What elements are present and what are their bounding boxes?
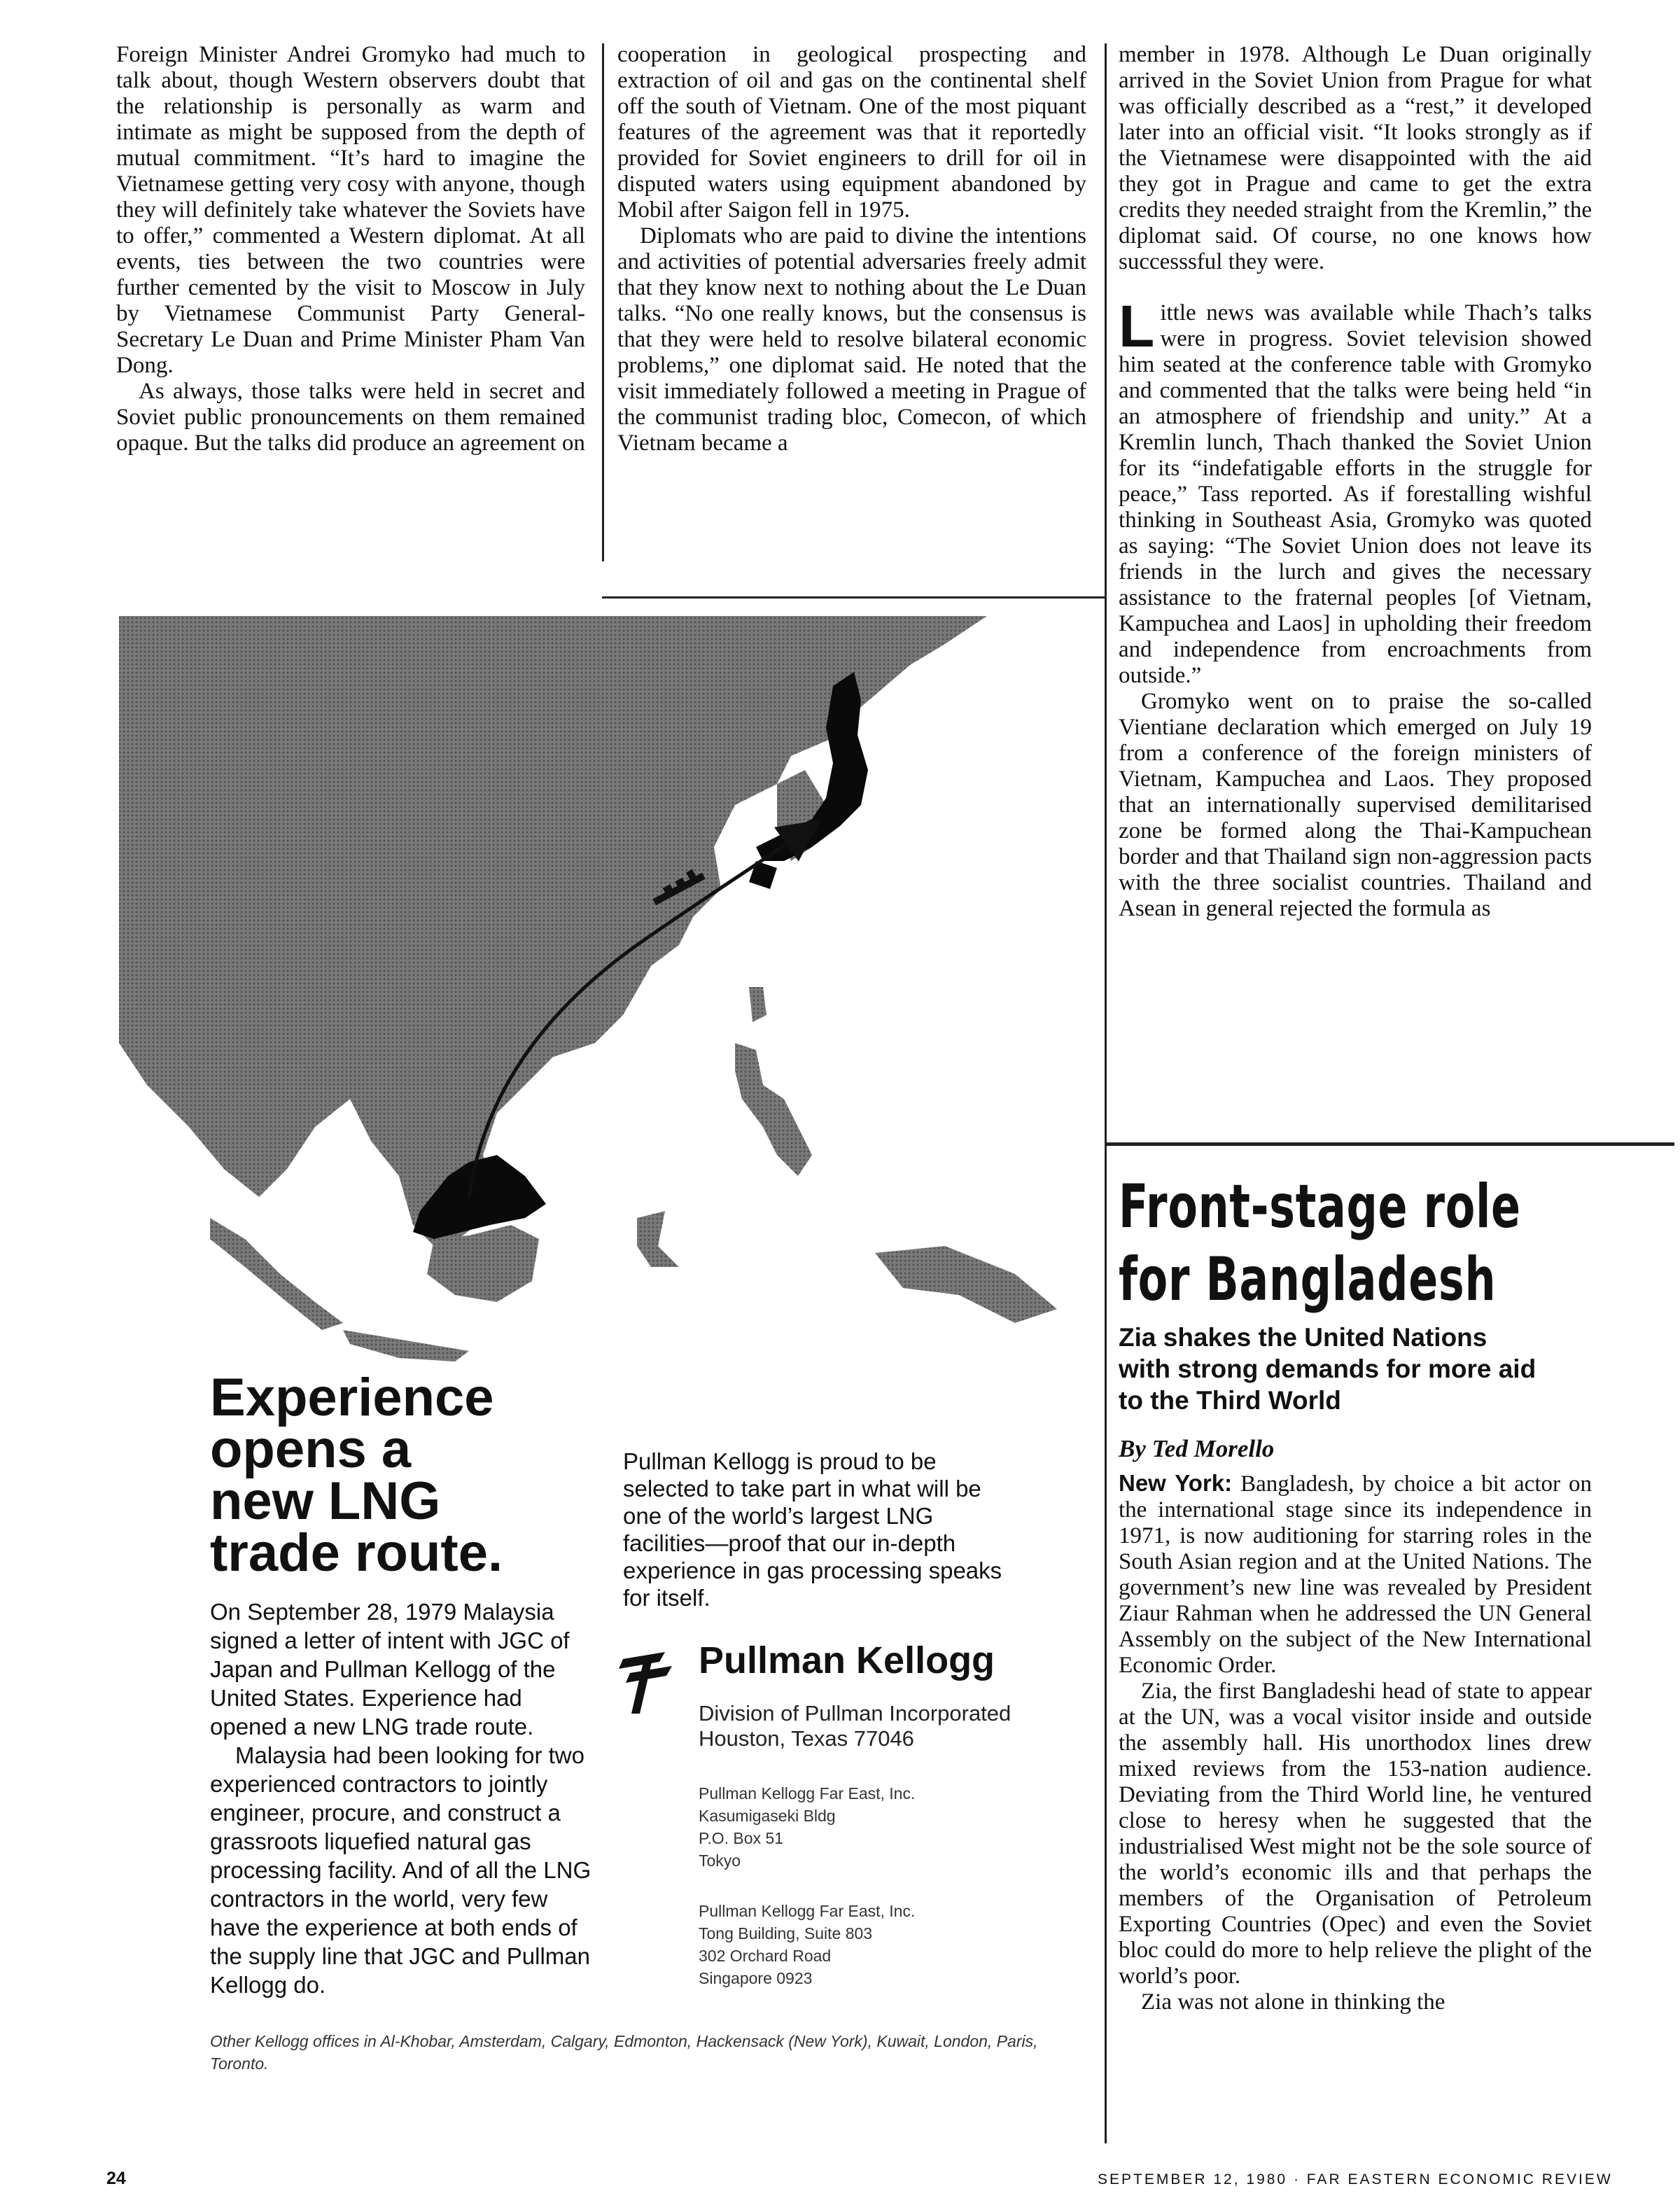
article-column-2 [617, 42, 1086, 456]
page-number: 24 [106, 2169, 126, 2188]
ad-brand-name: Pullman Kellogg [699, 1639, 995, 1681]
article-column-1 [116, 42, 585, 456]
address-line: Tokyo [699, 1851, 741, 1870]
ad-paragraph: Malaysia had been looking for two experienced contractors to jointly engineer, procure, and construct a grassroots liquefied natural gas processing facility. And of all the LNG contractors in the world, very few have the experience at both ends of the supply line that JGC and Pullman Kellogg do. [210, 1742, 592, 1998]
address-line: 302 Orchard Road [699, 1947, 832, 1965]
headline-line: for Bangladesh [1119, 1245, 1497, 1315]
story-headline [1119, 1170, 1521, 1316]
dateline: New York: [1119, 1470, 1233, 1496]
horizontal-rule [1106, 1142, 1674, 1146]
taiwan-shape [749, 987, 766, 1022]
address-line: P.O. Box 51 [699, 1829, 784, 1847]
ad-body [210, 1597, 602, 1999]
article-paragraph: cooperation in geological prospecting and extraction of oil and gas on the continental shelf off the south of Vietnam. One of the most piquant features of the agreement was that it reportedly provided for Soviet engineers to drill for oil in disputed waters using equipment abandoned by Mobil after Saigon fell in 1975. [617, 42, 1086, 223]
ad-headline-line: opens a [210, 1420, 412, 1479]
ad-other-offices: Other Kellogg offices in Al-Khobar, Amsterdam, Calgary, Edmonton, Hackensack (New York), Kuwait, London, Paris, Toronto. [210, 2032, 1038, 2073]
ad-address-singapore [699, 1900, 915, 1989]
ad-division-line: Division of Pullman Incorporated [699, 1701, 1011, 1726]
address-line: Pullman Kellogg Far East, Inc. [699, 1902, 916, 1920]
address-line: Pullman Kellogg Far East, Inc. [699, 1784, 916, 1802]
sulawesi-shape [637, 1211, 679, 1267]
article-paragraph: Diplomats who are paid to divine the intentions and activities of potential adversaries freely admit that they know next to nothing about the Le Duan talks. “No one really knows, but the consensus is that they were held to resolve bilateral economic problems,” one diplomat said. He noted that the visit immediately followed a meeting in Prague of the communist trading bloc, Comecon, of which Vietnam became a [617, 223, 1086, 456]
ad-headline-line: new LNG [210, 1471, 441, 1531]
address-line: Tong Building, Suite 803 [699, 1924, 873, 1942]
ad-headline-line: Experience [210, 1368, 494, 1427]
address-line: Singapore 0923 [699, 1969, 813, 1987]
philippines-shape [735, 1043, 812, 1176]
ad-division [699, 1701, 1091, 1751]
article-column-3 [1119, 42, 1592, 922]
article-paragraph: Gromyko went on to praise the so-called Vientiane declaration which emerged on July 19 from a conference of the foreign ministers of Vietnam, Kampuchea and Laos. They proposed that an internationally supervised demilitarised zone be formed along the Thai-Kampuchean border and that Thailand sign non-aggression pacts with the three socialist countries. Thailand and Asean in general rejected the formula as [1119, 689, 1592, 921]
ad-paragraph: On September 28, 1979 Malaysia signed a letter of intent with JGC of Japan and Pullman Kellogg of the United States. Experience had opened a new LNG trade route. [210, 1599, 570, 1740]
ad-headline-line: trade route. [210, 1523, 503, 1583]
indonesia-shape [210, 1218, 343, 1330]
column-rule [602, 43, 604, 561]
article-paragraph: Zia, the first Bangladeshi head of state to appear at the UN, was a vocal visitor inside and outside the assembly hall. His unorthodox lines drew mixed reviews from the 153-nation audience. Deviating from the Third World line, he ventured close to heresy when he suggested that the industrialised West might not be the sole source of the world’s economic ills and that perhaps the members of the Organisation of Petroleum Exporting Countries (Opec) and even the Soviet bloc could do more to help relieve the plight of the world’s poor. [1119, 1679, 1592, 1989]
article-paragraph-text: ittle news was available while Thach’s talks were in progress. Soviet television showed him seated at the conference table with Gromyko and commented that the talks were being held “in an atmosphere of friendship and unity.” At a Kremlin lunch, Thach thanked the Soviet Union for its “indefatigable efforts in the struggle for peace,” Tass reported. As if forestalling wishful thinking in Southeast Asia, Gromyko was quoted as saying: “The Soviet Union does not leave its friends in the lurch and gives the necessary assistance to the fraternal peoples [of Vietnam, Kampuchea and Laos] in upholding their freedom and independence from encroachments from outside.” [1119, 300, 1592, 688]
new-guinea-shape [875, 1246, 1057, 1323]
article-paragraph: As always, those talks were held in secret and Soviet public pronouncements on them remained opaque. But the talks did produce an agreement on [116, 379, 585, 456]
article-paragraph-text: Bangladesh, by choice a bit actor on the international stage since its independence in 1971, is now auditioning for starring roles in the South Asian region and at the United Nations. The government’s new line was revealed by President Ziaur Rahman when he addressed the UN General Assembly on the subject of the New International Economic Order. [1119, 1471, 1592, 1678]
bangladesh-story-body [1119, 1470, 1592, 2015]
article-paragraph: Zia was not alone in thinking the [1141, 1989, 1446, 2015]
ad-headline [210, 1368, 503, 1583]
story-byline: By Ted Morello [1119, 1435, 1275, 1462]
article-paragraph [1119, 293, 1592, 689]
headline-line: Front-stage role [1119, 1172, 1521, 1242]
address-line: Kasumigaseki Bldg [699, 1807, 836, 1825]
column-rule [1105, 43, 1107, 2143]
lng-route-map-icon [105, 595, 1092, 1393]
ad-division-line: Houston, Texas 77046 [699, 1726, 914, 1751]
story-subhead: Zia shakes the United Nations with strong demands for more aid to the Third World [1119, 1323, 1536, 1415]
ad-address-tokyo [699, 1782, 915, 1872]
java-shape [343, 1330, 469, 1362]
running-footer: SEPTEMBER 12, 1980 · FAR EASTERN ECONOMIC REVIEW [1098, 2171, 1613, 2188]
ad-proud-statement: Pullman Kellogg is proud to be selected to take part in what will be one of the world’s largest LNG facilities—proof that our in-depth experience in gas processing speaks for itself. [623, 1448, 1002, 1611]
article-paragraph: Foreign Minister Andrei Gromyko had much to talk about, though Western observers doubt that the relationship is personally as warm and intimate as might be supposed from the depth of mutual commitment. “It’s hard to imagine the Vietnamese getting very cosy with anyone, though they will definitely take whatever the Soviets have to offer,” commented a Western diplomat. At all events, ties between the two countries were further cemented by the visit to Moscow in July by Vietnamese Communist Party General-Secretary Le Duan and Prime Minister Pham Van Dong. [116, 42, 585, 378]
pullman-kellogg-logo-icon [616, 1638, 679, 1715]
drop-cap: L [1119, 293, 1155, 359]
article-paragraph: member in 1978. Although Le Duan originally arrived in the Soviet Union from Prague for what was officially described as a “rest,” it developed later into an official visit. “It looks strongly as if the Vietnamese were disappointed with the aid they got in Prague and came to get the extra credits they needed straight from the Kremlin,” the diplomat said. Of course, no one knows how successsful they were. [1119, 42, 1592, 274]
article-paragraph [1119, 1470, 1592, 1679]
